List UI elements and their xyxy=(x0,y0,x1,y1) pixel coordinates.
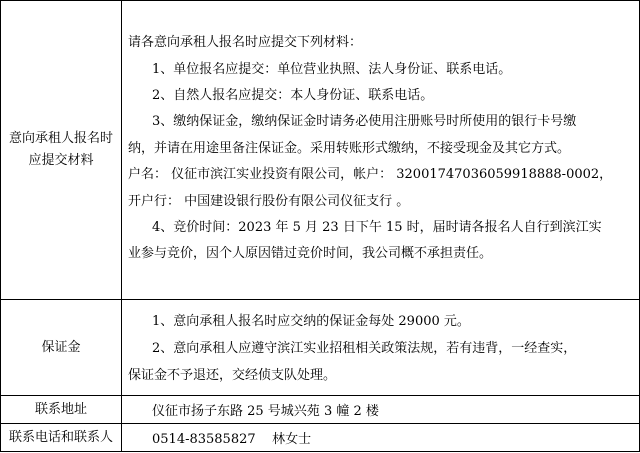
materials-item-company: 1、单位报名应提交：单位营业执照、法人身份证、联系电话。 xyxy=(152,61,512,77)
address-row xyxy=(1,396,640,424)
materials-label-line: 应提交材料 xyxy=(28,153,94,168)
account-name-line: 户名： 仪征市滨江实业投资有限公司，帐户： 32001747036059918888-0002， xyxy=(128,167,613,183)
deposit-label: 保证金 xyxy=(1,300,122,396)
materials-content xyxy=(122,1,640,300)
materials-label xyxy=(1,1,122,300)
bank-line: 开户行： 中国建设银行股份有限公司仪征支行 。 xyxy=(128,193,410,209)
materials-item-deposit: 3、缴纳保证金，缴纳保证金时请务必使用注册账号时所使用的银行卡号缴 xyxy=(152,114,577,130)
deposit-rules-line-cont: 保证金不予退还，交经侦支队处理。 xyxy=(128,368,337,383)
deposit-rules-line: 2、意向承租人应遵守滨江实业招租相关政策法规，若有违背，一经查实， xyxy=(152,341,577,356)
deposit-content xyxy=(122,300,640,396)
contact-value: 0514-83585827 林女士 xyxy=(122,424,640,452)
materials-item-individual: 2、自然人报名应提交：本人身份证、联系电话。 xyxy=(152,87,434,103)
materials-label-line: 意向承租人报名时 xyxy=(8,131,113,146)
deposit-row xyxy=(1,300,640,396)
materials-item-deposit-cont: 纳，并请在用途里备注保证金。采用转账形式缴纳，不接受现金及其它方式。 xyxy=(128,140,571,156)
address-value: 仪征市扬子东路 25 号城兴苑 3 幢 2 楼 xyxy=(122,396,640,424)
auction-time-line: 4、竞价时间：2023 年 5 月 23 日下午 15 时，届时请各报名人自行到滨江实 xyxy=(152,220,602,236)
materials-intro: 请各意向承租人报名时应提交下列材料： xyxy=(128,35,363,51)
contact-row xyxy=(1,424,640,452)
deposit-amount-line: 1、意向承租人报名时应交纳的保证金每处 29000 元。 xyxy=(152,314,470,329)
materials-row xyxy=(1,1,640,300)
contact-label: 联系电话和联系人 xyxy=(1,424,122,452)
address-label: 联系地址 xyxy=(1,396,122,424)
auction-time-line-cont: 业参与竞价，因个人原因错过竞价时间，我公司概不承担责任。 xyxy=(128,246,493,262)
